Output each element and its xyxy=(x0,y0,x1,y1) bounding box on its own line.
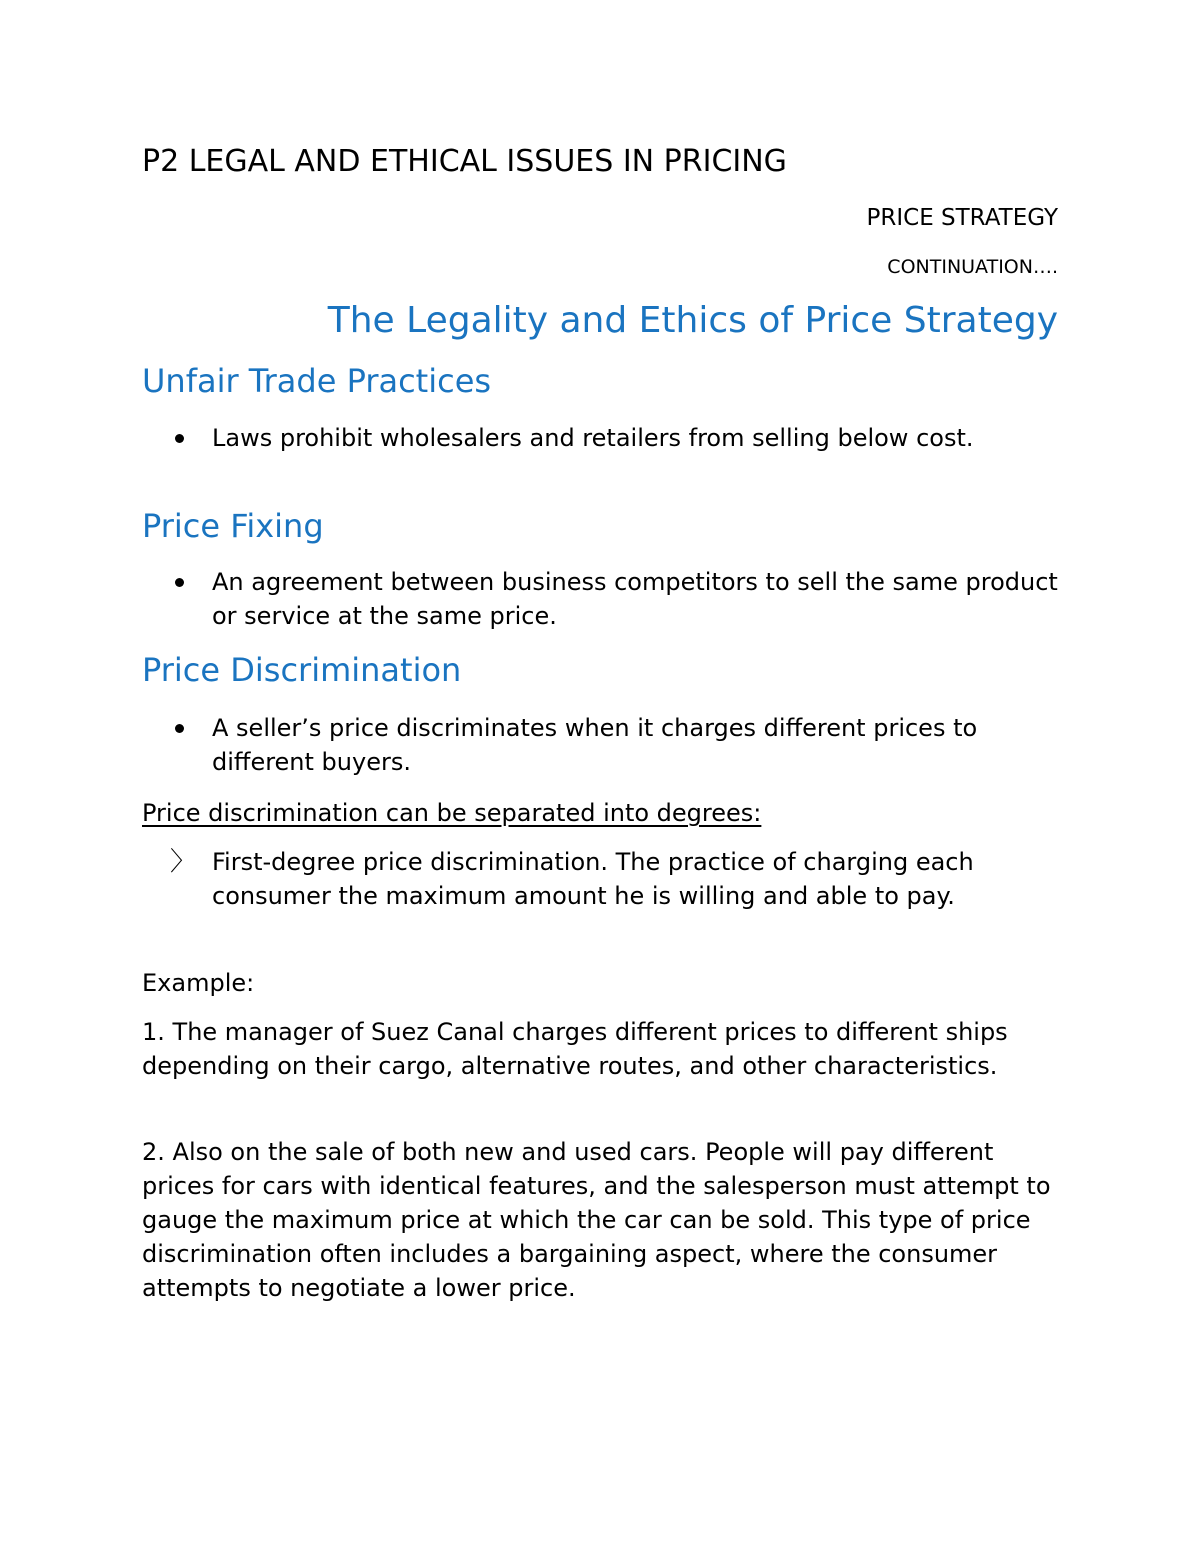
bullet-price-discrimination xyxy=(142,711,1058,779)
document-title: P2 LEGAL AND ETHICAL ISSUES IN PRICING xyxy=(142,144,787,179)
section-heading-price-discrimination: Price Discrimination xyxy=(142,651,462,689)
continuation-label: CONTINUATION…. xyxy=(887,256,1058,278)
section-heading-price-fixing: Price Fixing xyxy=(142,507,324,545)
example-1: 1. The manager of Suez Canal charges different prices to different ships depending on their cargo, alternative routes, and other characteristics. xyxy=(142,1018,1008,1080)
document-subtitle: PRICE STRATEGY xyxy=(866,205,1058,231)
section-heading-unfair-trade: Unfair Trade Practices xyxy=(142,362,492,400)
bullet-unfair-trade xyxy=(142,421,1058,455)
degree-item-first xyxy=(142,845,1058,913)
degrees-heading: Price discrimination can be separated into degrees: xyxy=(142,799,762,827)
main-heading: The Legality and Ethics of Price Strategy xyxy=(327,300,1058,341)
example-2: 2. Also on the sale of both new and used cars. People will pay different prices for cars with identical features, and the salesperson must attempt to gauge the maximum price at which the car can be sold. This type of price discrimination often includes a bargaining aspect, where the consumer attempts to negotiate a lower price. xyxy=(142,1138,1051,1302)
degree-item-text: First-degree price discrimination. The practice of charging each consumer the maximum amount he is willing and able to pay. xyxy=(212,848,974,910)
bullet-text: Laws prohibit wholesalers and retailers from selling below cost. xyxy=(212,424,974,452)
example-label: Example: xyxy=(142,969,255,997)
chevron-right-icon: 〉 xyxy=(170,847,197,877)
bullet-text: A seller’s price discriminates when it charges different prices to different buyers. xyxy=(212,714,978,776)
bullet-price-fixing xyxy=(142,565,1058,633)
bullet-text: An agreement between business competitors to sell the same product or service at the same price. xyxy=(212,568,1058,630)
